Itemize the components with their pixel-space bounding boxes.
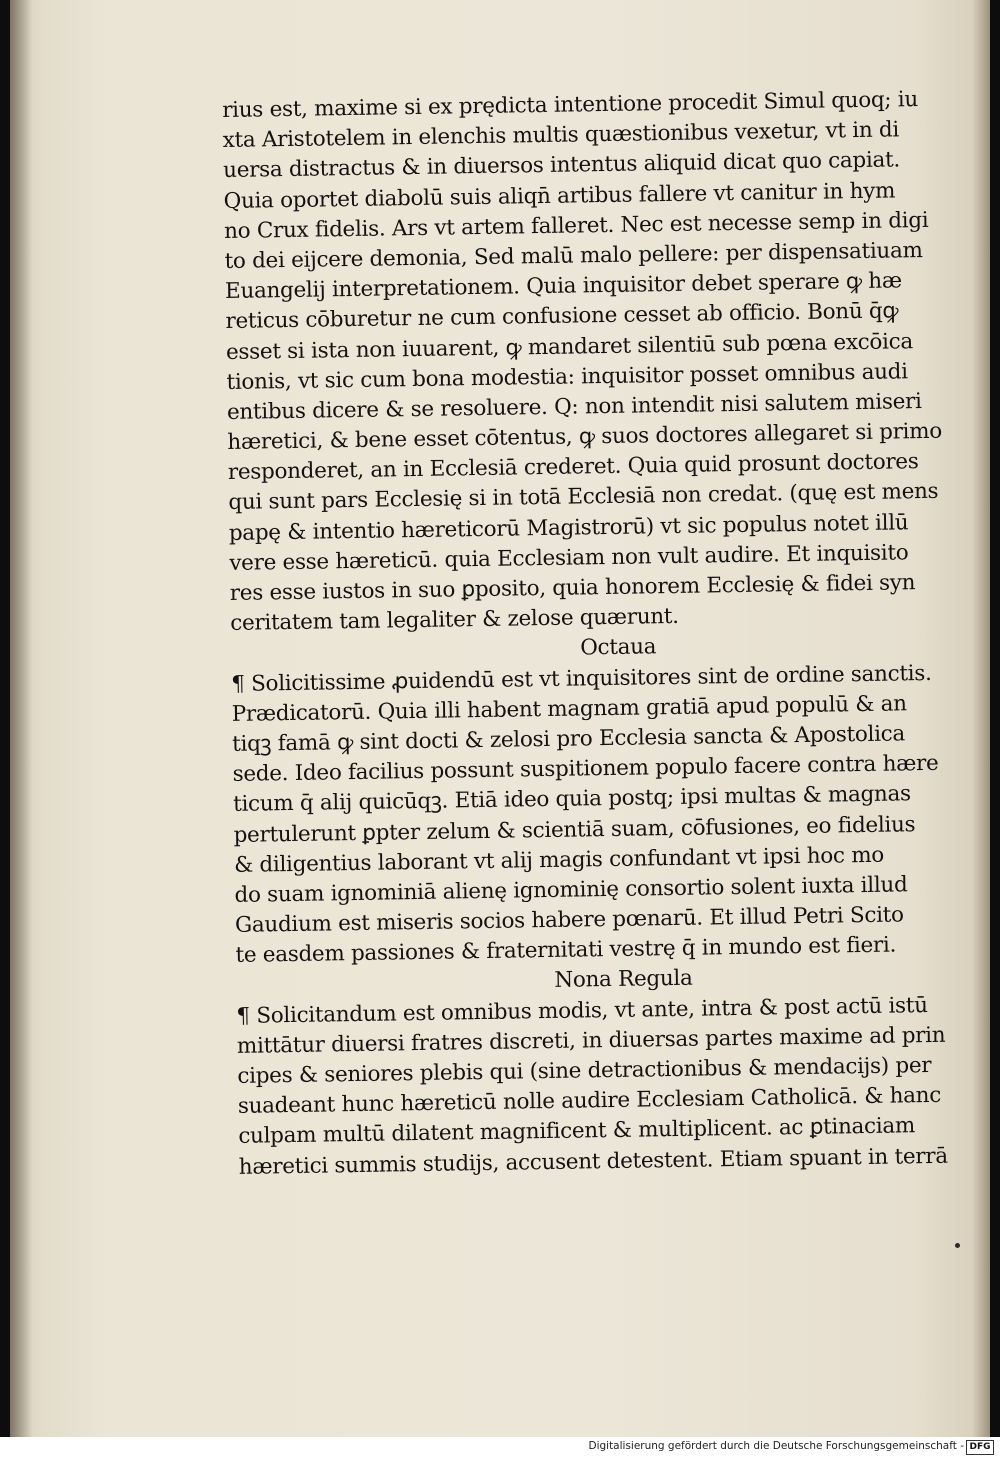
text-line: responderet, an in Ecclesiā crederet. Quia quid prosunt doctores bbox=[227, 449, 919, 486]
funding-notice: Digitalisierung gefördert durch die Deutsche Forschungsgemeinschaft - bbox=[588, 1440, 964, 1452]
text-line: hæretici summis studijs, accusent detestent. Etiam spuant in terrā bbox=[238, 1143, 948, 1180]
text-line: res esse iustos in suo ꝑposito, quia honorem Ecclesię & fidei syn bbox=[229, 570, 916, 606]
text-line: do suam ignominiā alienę ignominię consortio solent iuxta illud bbox=[234, 872, 908, 908]
ink-speck bbox=[955, 1243, 960, 1248]
text-line: papę & intentio hæreticorū Magistrorū) vt sic populus notet illū bbox=[228, 509, 909, 546]
text-line: ticum q̄ alij quicūqꝫ. Etiā ideo quia postq; ipsi multas & magnas bbox=[232, 781, 911, 818]
text-line: ¶ Solicitissime ꝓuidendū est vt inquisitores sint de ordine sanctis. bbox=[231, 660, 932, 697]
text-line: rius est, maxime si ex prędicta intentione procedit Simul quoq; iu bbox=[222, 87, 919, 123]
text-line: tiqꝫ famā ꝙ sint docti & zelosi pro Ecclesia sancta & Apostolica bbox=[231, 721, 906, 757]
text-line: reticus cōburetur ne cum confusione cesset ab officio. Bonū q̄ꝙ bbox=[225, 298, 899, 335]
text-line: & diligentius laborant vt alij magis confundant vt ipsi hoc mo bbox=[233, 842, 885, 878]
text-line: suadeant hunc hæreticū nolle audire Ecclesiam Catholicā. & hanc bbox=[237, 1083, 942, 1120]
text-line: tionis, vt sic cum bona modestia: inquisitor posset omnibus audi bbox=[226, 358, 908, 395]
text-line: hæretici, & bene esset cōtentus, ꝙ suos doctores allegaret si primo bbox=[227, 418, 943, 456]
text-line: no Crux fidelis. Ars vt artem falleret. Nec est necesse semp in digi bbox=[223, 207, 929, 244]
text-line: ceritatem tam legaliter & zelose quærunt. bbox=[230, 604, 679, 637]
text-line: culpam multū dilatent magnificent & multiplicent. ac ꝑtinaciam bbox=[238, 1113, 916, 1150]
text-line: Prædicatorū. Quia illi habent magnam gratiā apud populū & an bbox=[231, 691, 907, 727]
text-line: Euangelij interpretationem. Quia inquisitor debet sperare ꝙ hæ bbox=[224, 268, 902, 305]
text-line: entibus dicere & se resoluere. Q: non intendit nisi salutem miseri bbox=[226, 388, 922, 425]
text-line: mittātur diuersi fratres discreti, in diuersas partes maxime ad prin bbox=[236, 1022, 946, 1059]
text-line: vere esse hæreticū. quia Ecclesiam non vult audire. Et inquisito bbox=[229, 540, 909, 576]
section-heading-octaua: Octaua bbox=[580, 634, 657, 661]
text-line: sede. Ideo facilius possunt suspitionem populo facere contra hære bbox=[232, 750, 939, 788]
text-line: Gaudium est miseris socios habere pœnarū. Et illud Petri Scito bbox=[234, 902, 904, 938]
text-line: uersa distractus & in diuersos intentus aliquid dicat quo capiat. bbox=[222, 147, 901, 184]
text-line: cipes & seniores plebis qui (sine detractionibus & mendacijs) per bbox=[237, 1052, 932, 1089]
section-heading-nona-regula: Nona Regula bbox=[554, 966, 693, 994]
text-line: xta Aristotelem in elenchis multis quæstionibus vexetur, vt in di bbox=[222, 117, 900, 154]
page-text-block bbox=[222, 84, 984, 1182]
text-line: Quia oportet diabolū suis aliqn̄ artibus fallere vt canitur in hym bbox=[223, 178, 896, 214]
text-line: to dei eijcere demonia, Sed malū malo pellere: per dispensatiuam bbox=[224, 237, 923, 274]
text-line: pertulerunt ꝑpter zelum & scientiā suam, cōfusiones, eo fidelius bbox=[233, 811, 916, 848]
text-line: te easdem passiones & fraternitati vestrę q̄ in mundo est fieri. bbox=[235, 932, 897, 969]
spine-shadow bbox=[10, 0, 32, 1437]
dfg-logo: DFG bbox=[966, 1440, 994, 1455]
digitization-footer bbox=[0, 1437, 1000, 1457]
text-line: esset si ista non iuuarent, ꝙ mandaret silentiū sub pœna excōica bbox=[225, 328, 914, 365]
text-line: ¶ Solicitandum est omnibus modis, vt ante, intra & post actū istū bbox=[236, 992, 928, 1029]
text-line: qui sunt pars Ecclesię si in totā Ecclesiā non credat. (quę est mens bbox=[228, 479, 939, 516]
